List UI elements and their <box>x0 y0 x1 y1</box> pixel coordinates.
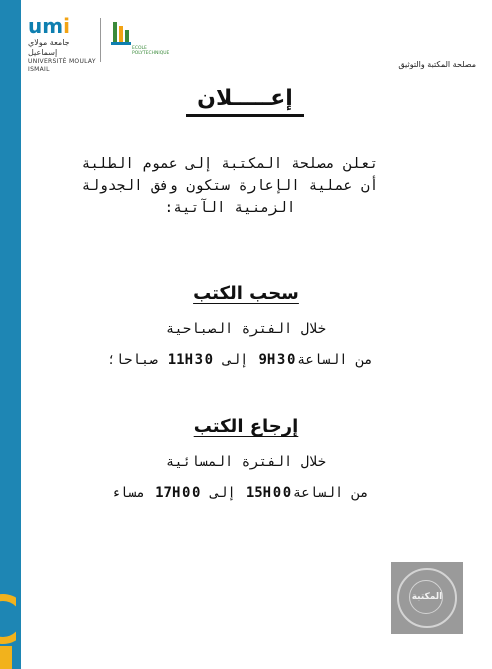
return-section-title: إرجاع الكتب <box>193 416 299 437</box>
left-sidebar-band <box>0 0 21 669</box>
announcement-title: إعـــــلان <box>197 86 293 111</box>
stamp-text: المكتبة <box>411 592 443 602</box>
library-stamp <box>391 562 463 634</box>
return-time: من الساعة15H00 إلى 17H00 مساء <box>111 485 369 501</box>
title-underline <box>186 114 304 117</box>
logo-divider <box>100 18 101 62</box>
intro-line: أن عملية الإعارة ستكون وفق الجدولة <box>81 178 379 194</box>
school-emblem-icon <box>110 20 132 46</box>
umi-arabic-name: جامعة مولاي إسماعيل <box>28 38 70 57</box>
intro-line: الزمنية الآتية: <box>164 200 296 216</box>
return-period: خلال الفترة المسائية <box>165 454 327 470</box>
umi-logo-mark: umi <box>28 14 70 38</box>
intro-line: تعلن مصلحة المكتبة إلى عموم الطلبة <box>81 156 379 172</box>
announcement-intro <box>40 153 420 219</box>
umi-english-name: UNIVERSITÉ MOULAY ISMAIL <box>28 58 96 73</box>
school-logo <box>110 20 170 64</box>
borrow-period: خلال الفترة الصباحية <box>165 321 327 337</box>
borrow-section-title: سحب الكتب <box>193 283 299 304</box>
umi-logo <box>28 14 98 73</box>
sidebar-accent-shape <box>0 588 16 669</box>
school-name: ECOLE POLYTECHNIQUE <box>132 46 170 56</box>
service-name: مصلحة المكتبة والتوثيق <box>398 60 476 69</box>
borrow-time: من الساعة9H30 إلى 11H30 صباحا؛ <box>107 352 373 368</box>
